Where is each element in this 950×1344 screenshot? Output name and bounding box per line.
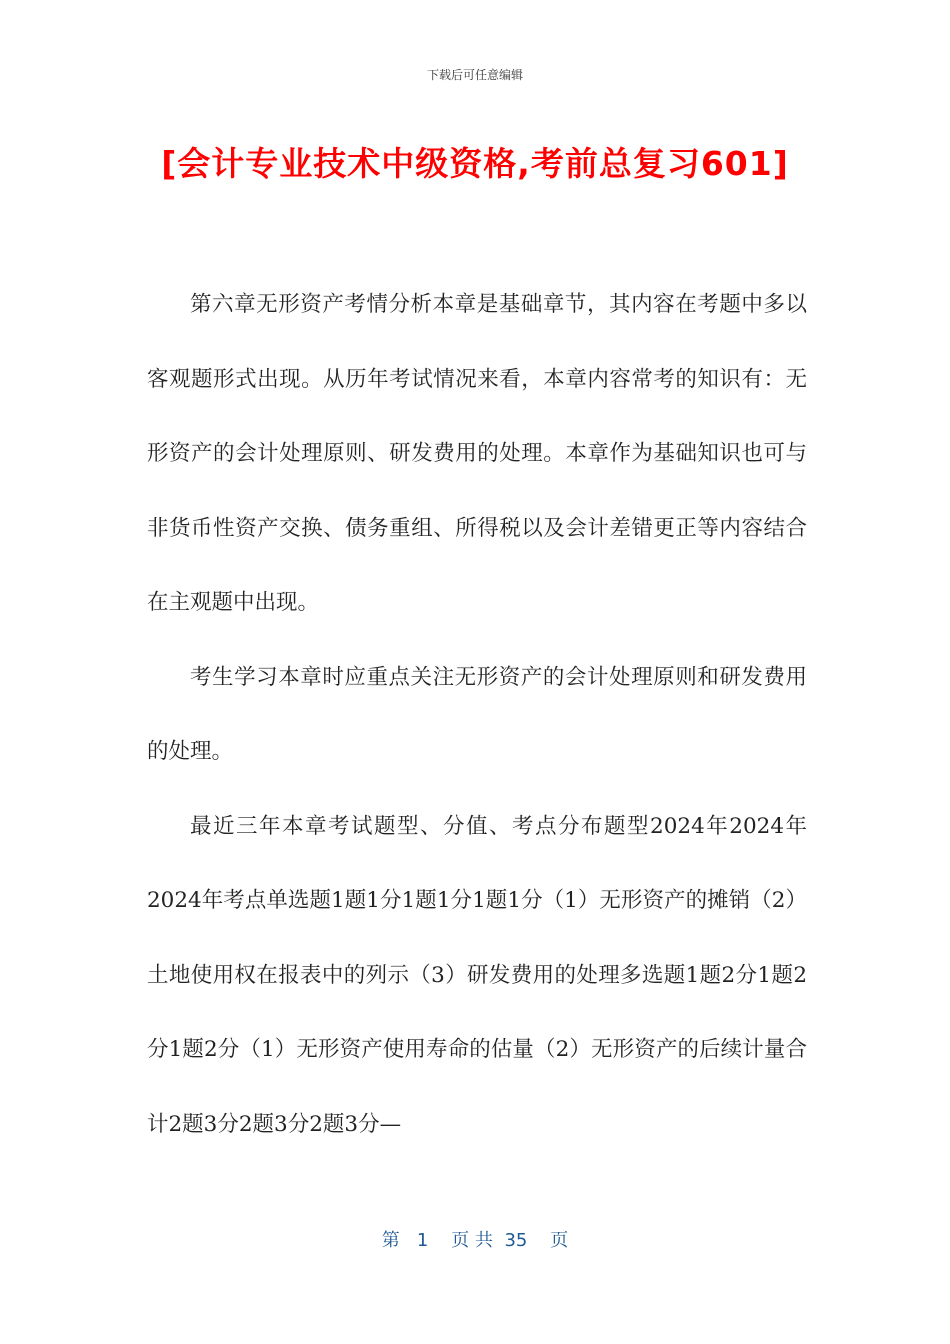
page-footer — [0, 1226, 950, 1252]
document-body — [147, 268, 807, 1162]
current-page-number: 1 — [416, 1230, 429, 1251]
page-label-suffix: 页 — [550, 1230, 569, 1251]
page-label-mid: 页 共 — [451, 1230, 493, 1251]
document-title: [会计专业技术中级资格,考前总复习601] — [161, 144, 789, 183]
total-pages-number: 35 — [504, 1230, 528, 1251]
paragraph: 最近三年本章考试题型、分值、考点分布题型2024年2024年2024年考点单选题1题1分1题1分1题1分（1）无形资产的摊销（2）土地使用权在报表中的列示（3）研发费用的处理多选题1题2分1题2分1题2分（1）无形资产使用寿命的估量（2）无形资产的后续计量合计2题3分2题3分2题3分— — [147, 813, 807, 1137]
page-label-prefix: 第 — [381, 1230, 400, 1251]
paragraph: 第六章无形资产考情分析本章是基础章节，其内容在考题中多以客观题形式出现。从历年考试情况来看，本章内容常考的知识有：无形资产的会计处理原则、研发费用的处理。本章作为基础知识也可与非货币性资产交换、债务重组、所得税以及会计差错更正等内容结合在主观题中出现。 — [147, 292, 807, 615]
paragraph: 考生学习本章时应重点关注无形资产的会计处理原则和研发费用的处理。 — [147, 664, 807, 764]
header-note: 下载后可任意编辑 — [426, 68, 523, 82]
